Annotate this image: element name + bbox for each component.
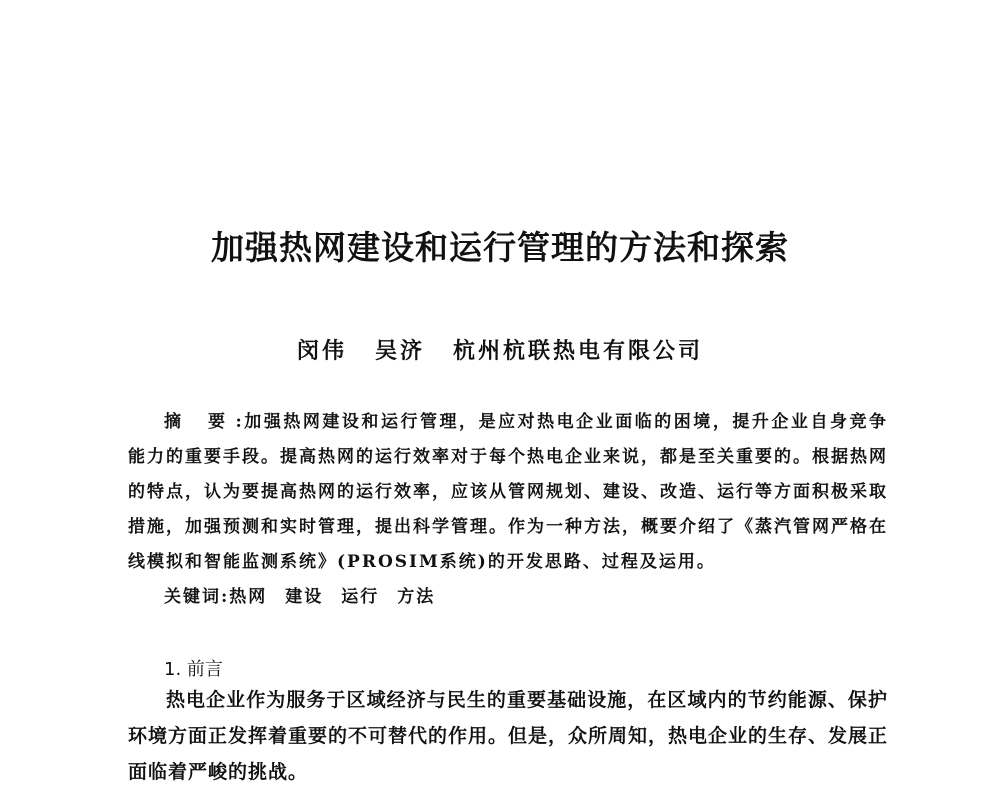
keyword: 热网 — [229, 587, 268, 607]
body-paragraph: 热电企业作为服务于区域经济与民生的重要基础设施，在区域内的节约能源、保护环境方面正发挥着重要的不可替代的作用。但是，众所周知，热电企业的生存、发展正面临着严峻的挑战。 — [128, 689, 889, 783]
affiliation: 杭州杭联热电有限公司 — [453, 338, 704, 364]
abstract-separator: : — [235, 412, 244, 432]
abstract-label: 摘 要 — [164, 412, 236, 432]
author-name: 闵伟 — [296, 338, 347, 364]
keywords — [164, 582, 453, 607]
author-line — [0, 334, 1000, 365]
section-heading: 1. 前言 — [164, 659, 223, 680]
paper-title: 加强热网建设和运行管理的方法和探索 — [211, 228, 789, 267]
keyword: 方法 — [397, 587, 436, 607]
keyword: 建设 — [285, 587, 324, 607]
author-name: 吴济 — [374, 338, 425, 364]
keyword: 运行 — [341, 587, 380, 607]
keywords-label: 关键词: — [164, 587, 230, 607]
abstract-text: 加强热网建设和运行管理，是应对热电企业面临的困境，提升企业自身竞争能力的重要手段。提高热网的运行效率对于每个热电企业来说，都是至关重要的。根据热网的特点，认为要提高热网的运行效率，应该从管网规划、建设、改造、运行等方面积极采取措施，加强预测和实时管理，提出科学管理。作为一种方法，概要介绍了《蒸汽管网严格在线模拟和智能监测系统》(PROSIM系统)的开发思路、过程及运用。 — [128, 412, 889, 572]
abstract — [128, 405, 888, 580]
